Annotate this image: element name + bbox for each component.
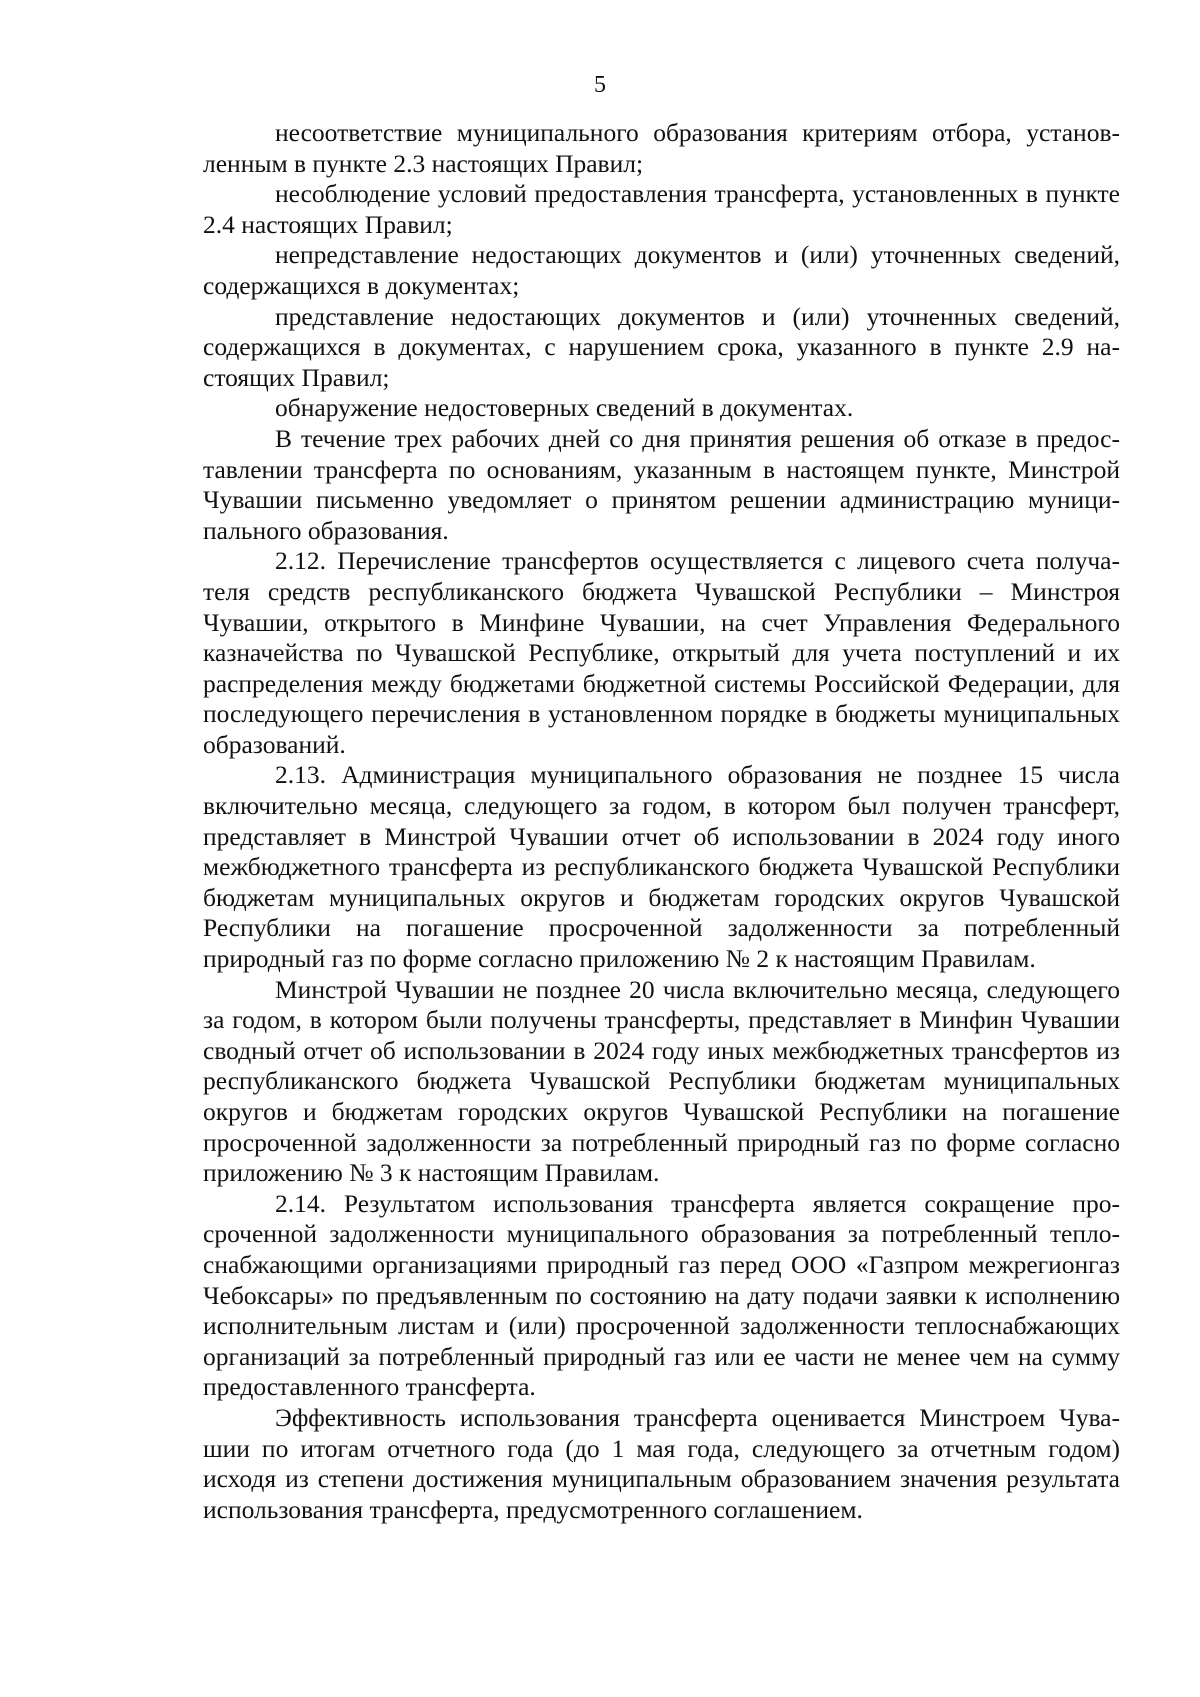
paragraph-2-12: 2.12. Перечисление трансфертов осуществляется с лицевого счета получателя средств республиканского бюджета Чувашской Республики – Минстроя Чувашии, открытого в Минфине Чувашии, на счет Управления Федерального казначейства по Чувашской Республике, открытый для учета поступлений и их распределения между бюджетами бюджетной системы Российской Федерации, для последующего перечисления в установленном порядке в бюджеты муниципальных образований. [203, 546, 1120, 759]
paragraph-criteria-mismatch: несоответствие муниципального образования критериям отбора, установленным в пункте 2.3 настоящих Правил; [203, 118, 1120, 178]
paragraph-2-14: 2.14. Результатом использования трансферта является сокращение просроченной задолженности муниципального образования за потребленный теплоснабжающими организациями природный газ перед ООО «Газпром межрегионгаз Чебоксары» по предъявленным по состоянию на дату подачи заявки к исполнению исполнительным листам и (или) просроченной задолженности теплоснабжающих организаций за потребленный природный газ или ее части не менее чем на сумму предоставленного трансферта. [203, 1188, 1120, 1402]
paragraph-conditions-breach: несоблюдение условий предоставления трансферта, установленных в пункте 2.4 настоящих Правил; [203, 179, 1120, 239]
paragraph-missing-documents: непредставление недостающих документов и (или) уточненных сведений, содержащихся в документах; [203, 240, 1120, 300]
paragraph-false-info: обнаружение недостоверных сведений в документах. [275, 393, 854, 423]
paragraph-late-documents: представление недостающих документов и (или) уточненных сведений, содержащихся в документах, с нарушением срока, указанного в пункте 2.9 настоящих Правил; [203, 301, 1120, 392]
paragraph-refusal-notice: В течение трех рабочих дней со дня принятия решения об отказе в предоставлении трансферта по основаниям, указанным в настоящем пункте, Минстрой Чувашии письменно уведомляет о принятом решении администрацию муниципального образования. [203, 423, 1120, 545]
paragraph-minstroy-report: Минстрой Чувашии не позднее 20 числа включительно месяца, следующего за годом, в котором были получены трансферты, представляет в Минфин Чувашии сводный отчет об использовании в 2024 году иных межбюджетных трансфертов из республиканского бюджета Чувашской Республики бюджетам муниципальных округов и бюджетам городских округов Чувашской Республики на погашение просроченной задолженности за потребленный природный газ по форме согласно приложению № 3 к настоящим Правилам. [203, 974, 1120, 1188]
paragraph-efficiency: Эффективность использования трансферта оценивается Минстроем Чувашии по итогам отчетного года (до 1 мая года, следующего за отчетным годом) исходя из степени достижения муниципальным образованием значения результата использования трансферта, предусмотренного соглашением. [203, 1402, 1120, 1524]
paragraph-2-13: 2.13. Администрация муниципального образования не позднее 15 числа включительно месяца, следующего за годом, в котором был получен трансферт, представляет в Минстрой Чувашии отчет об использовании в 2024 году иного межбюджетного трансферта из республиканского бюджета Чувашской Республики бюджетам муниципальных округов и бюджетам городских округов Чувашской Республики на погашение просроченной задолженности за потребленный природный газ по форме согласно приложению № 2 к настоящим Правилам. [203, 760, 1120, 974]
document-body [203, 118, 1120, 1525]
page-number: 5 [594, 72, 606, 98]
